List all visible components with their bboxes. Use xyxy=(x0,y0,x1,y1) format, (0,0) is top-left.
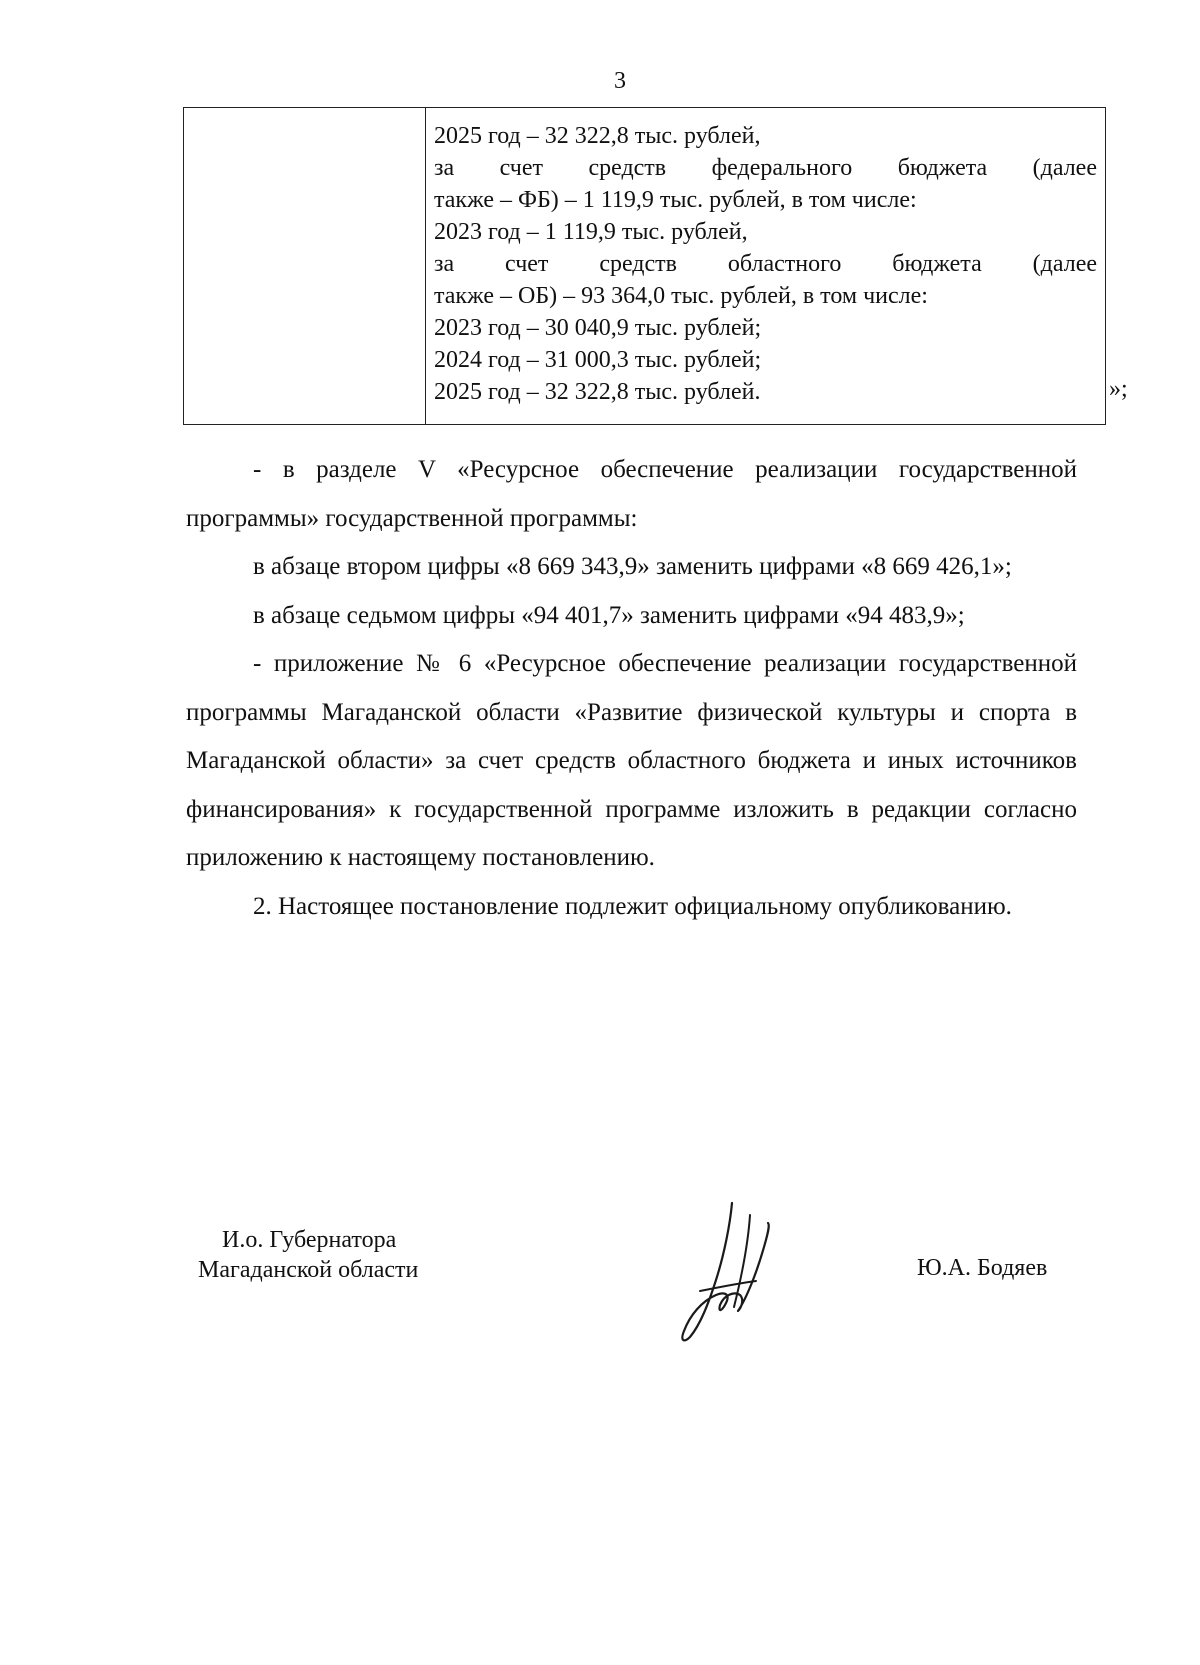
paragraph: в абзаце седьмом цифры «94 401,7» заменить цифрами «94 483,9»; xyxy=(253,601,965,629)
table-row xyxy=(184,108,1106,425)
handwritten-signature xyxy=(660,1195,780,1345)
paragraph: 2. Настоящее постановление подлежит официальному опубликованию. xyxy=(253,892,1012,920)
paragraph: в абзаце втором цифры «8 669 343,9» заменить цифрами «8 669 426,1»; xyxy=(253,553,1012,580)
paragraph: - в разделе V «Ресурсное обеспечение реализации государственной программы» государственной программы: xyxy=(186,456,1077,532)
signatory-title: И.о. Губернатора xyxy=(222,1227,397,1253)
table-line: 2023 год – 30 040,9 тыс. рублей; xyxy=(434,315,762,341)
table-line: за счет средств областного бюджета (далее xyxy=(434,251,1097,277)
document-body xyxy=(186,446,1077,931)
table-line: также – ОБ) – 93 364,0 тыс. рублей, в том числе: xyxy=(434,283,928,309)
table-cell-right xyxy=(426,108,1106,425)
table-line: 2024 год – 31 000,3 тыс. рублей; xyxy=(434,347,762,373)
table-cell-left xyxy=(184,108,426,425)
table-line: 2023 год – 1 119,9 тыс. рублей, xyxy=(434,219,748,245)
closing-quote: »; xyxy=(1109,376,1128,402)
paragraph: - приложение № 6 «Ресурсное обеспечение реализации государственной программы Магаданской области «Развитие физической культуры и спорта в Магаданской области» за счет средств областного бюджета и иных источников финансирования» к государственной программе изложить в редакции согласно приложению к настоящему постановлению. xyxy=(186,650,1077,871)
signature-block xyxy=(0,1225,1200,1355)
table-line: за счет средств федерального бюджета (далее xyxy=(434,155,1097,181)
table-line: также – ФБ) – 1 119,9 тыс. рублей, в том числе: xyxy=(434,187,917,213)
signatory-region: Магаданской области xyxy=(198,1257,419,1283)
table-line: 2025 год – 32 322,8 тыс. рублей, xyxy=(434,123,761,149)
budget-table xyxy=(183,107,1106,425)
signatory-name: Ю.А. Бодяев xyxy=(917,1255,1048,1281)
table-line: 2025 год – 32 322,8 тыс. рублей. xyxy=(434,379,761,405)
page-number: 3 xyxy=(614,68,626,94)
